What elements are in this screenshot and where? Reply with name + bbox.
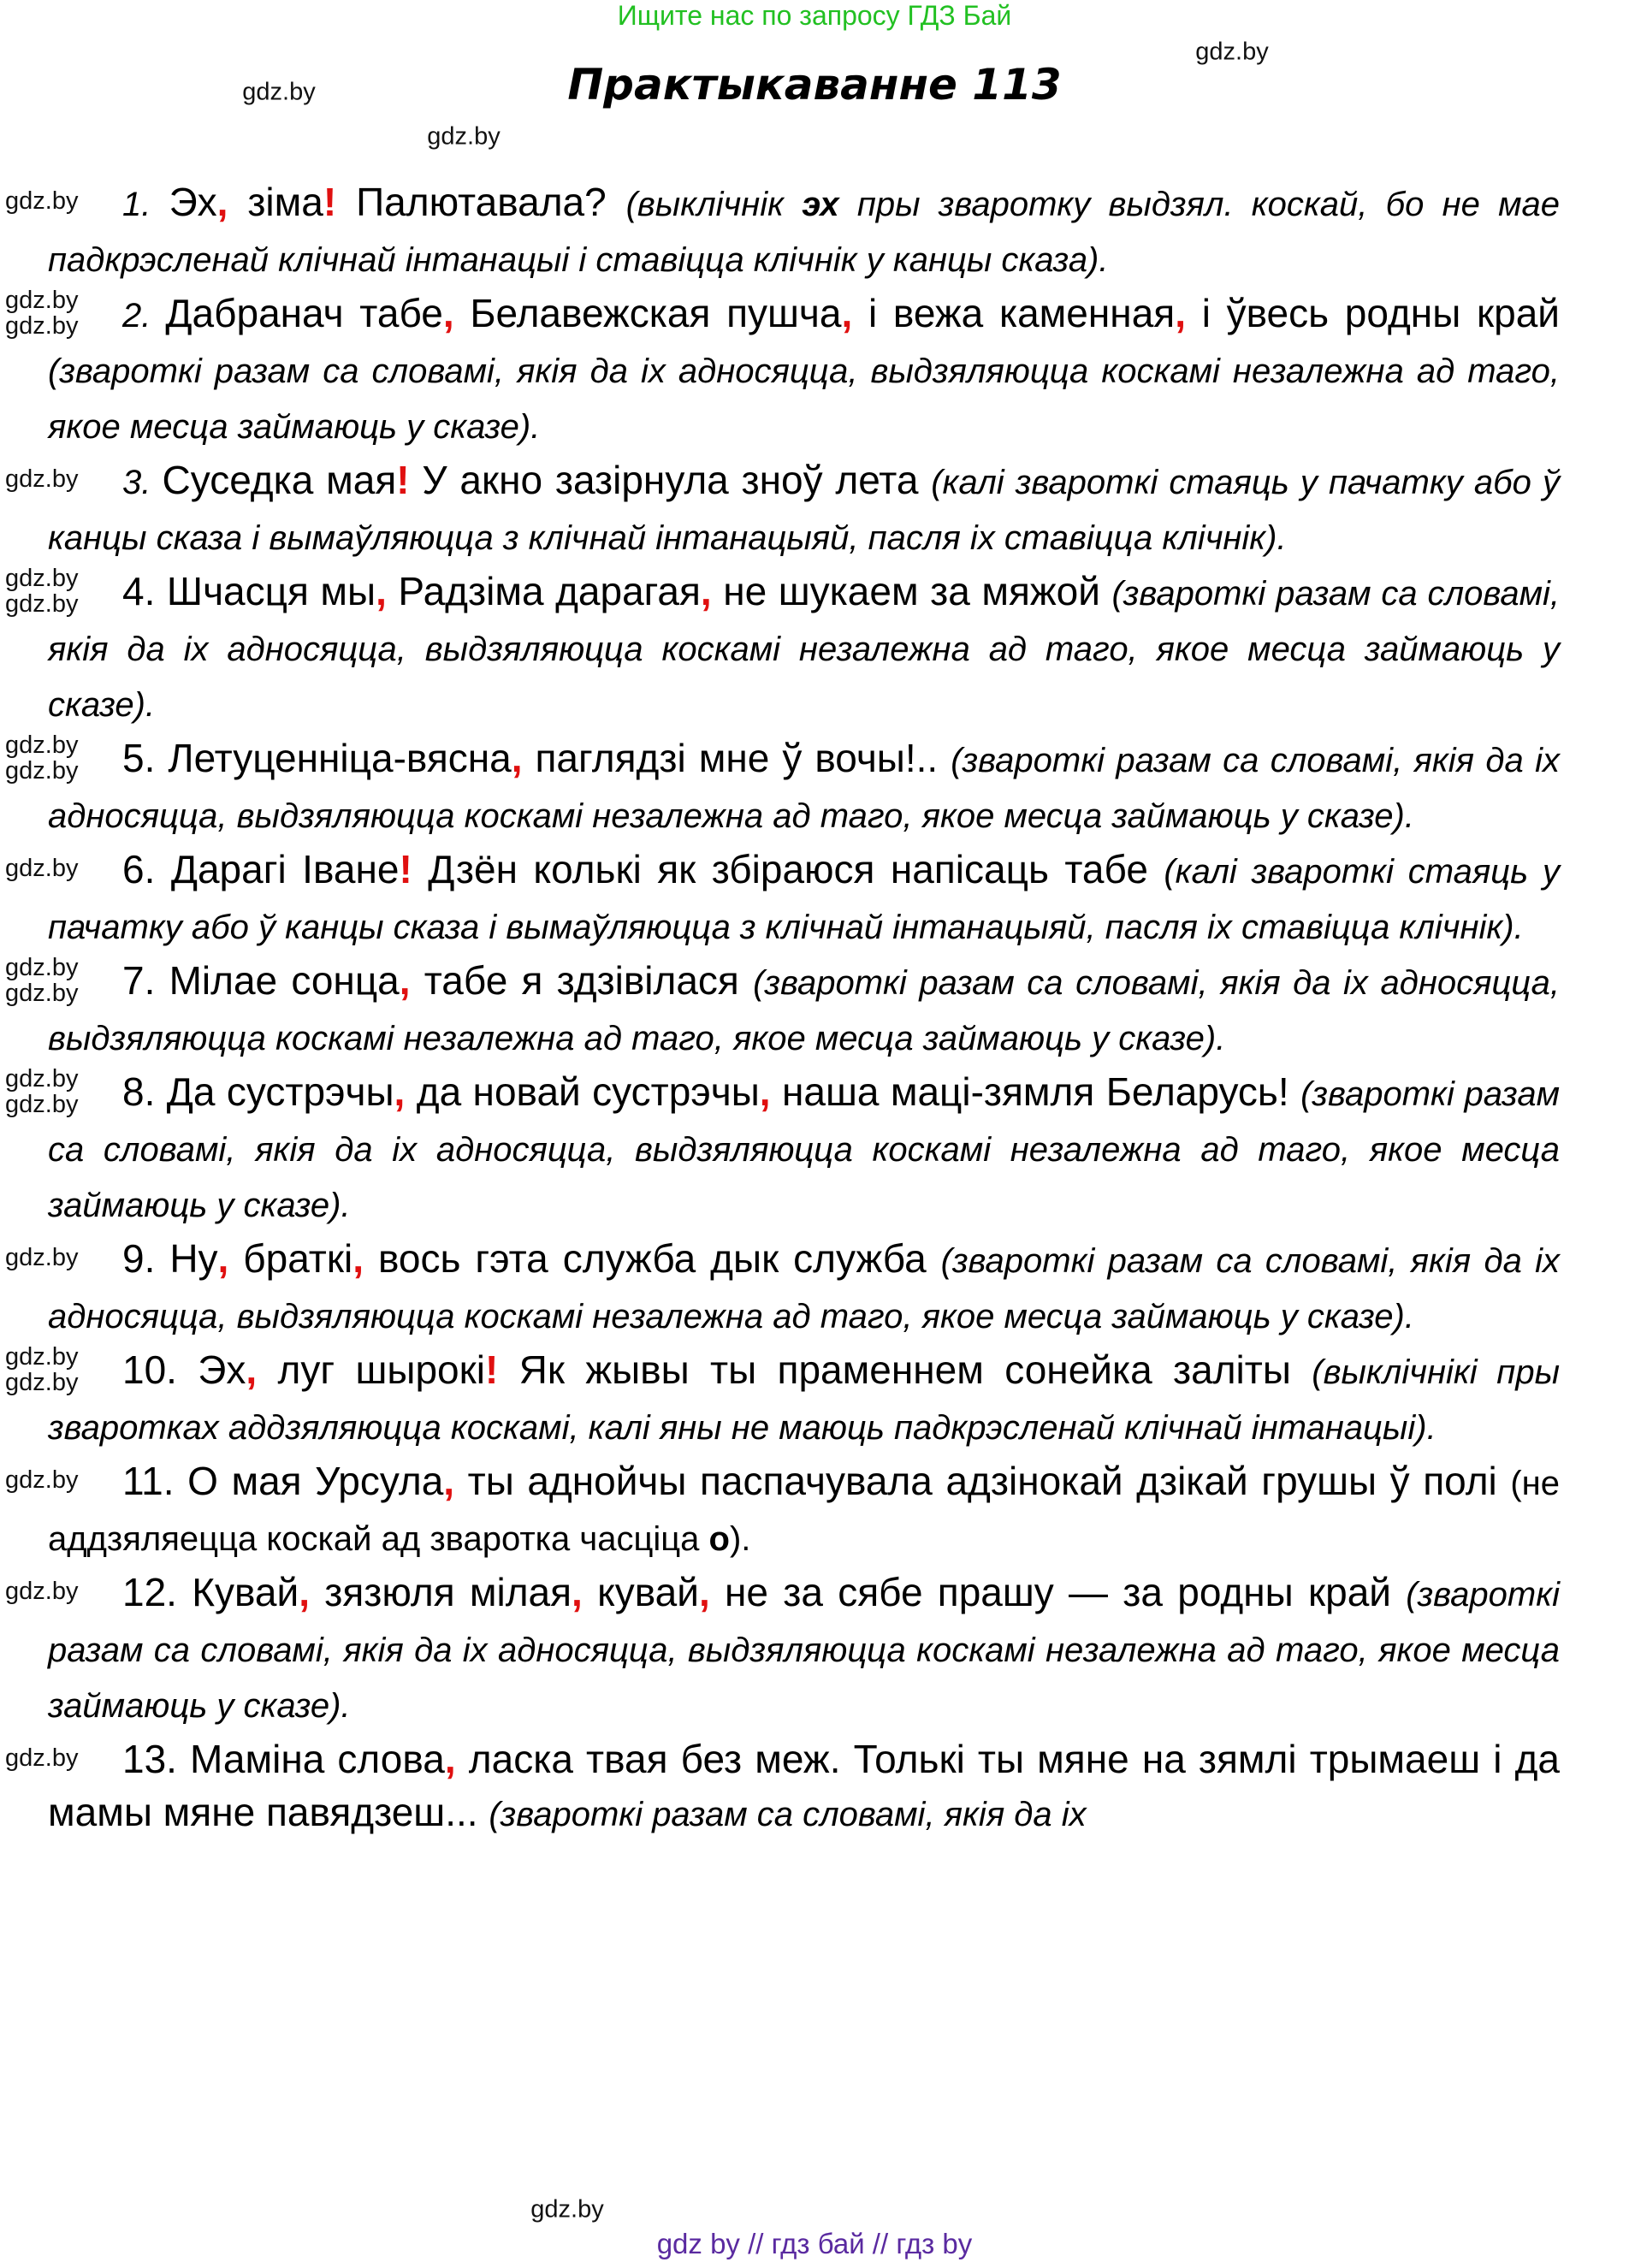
punctuation-mark: ! [323,180,337,224]
sentence-text: 4. Шчасця мы [122,569,376,613]
sentence-text: табе я здзівілася [410,958,754,1003]
explanation-note: ). [729,1520,751,1558]
exercise-item [5,1343,1561,1454]
exercise-item [5,453,1560,565]
sentence-text: не шукаем за мяжой [711,569,1112,613]
exercise-item [5,1566,1560,1732]
punctuation-mark: , [299,1570,310,1614]
watermark-text: gdz.by [5,187,79,215]
watermark-text: gdz.by [5,954,79,981]
exercise-answers [5,175,1561,1841]
punctuation-mark: , [216,180,228,224]
punctuation-mark: , [444,1737,456,1781]
sentence-text: паглядзі мне ў вочы!.. [522,736,951,780]
sentence-text: наша маці-зямля Беларусь! [770,1069,1301,1114]
watermark-text: gdz.by [5,590,79,618]
watermark-text: gdz.by [530,2195,604,2224]
emphasis-word: эх [802,186,839,223]
item-number: 2. [122,297,166,335]
search-hint-link[interactable]: Ищите нас по запросу ГДЗ Бай [617,0,1012,31]
punctuation-mark: ! [396,458,410,502]
explanation-note: (звароткі разам са словамі, якія да іх адносяцца, выдзяляюцца коскамі незалежна ад таго, якое месца займаюць у сказе). [48,1242,1560,1335]
punctuation-mark: , [394,1069,406,1114]
exercise-item [5,731,1560,843]
explanation-note: (звароткі разам са словамі, якія да іх адносяцца, выдзяляюцца коскамі незалежна ад таго, якое месца займаюць у сказе). [48,575,1560,724]
sentence-text: 9. Ну [122,1236,218,1281]
watermark-text: gdz.by [5,1744,79,1772]
watermark-text: gdz.by [1195,38,1269,66]
sentence-text: луг шырокі [257,1347,485,1392]
sentence-text: браткі [228,1236,353,1281]
sentence-text: не за сябе прашу — за родны край [709,1570,1407,1614]
explanation-note: пры зваротку выдзял. коскай, бо не мае падкрэсленай клічнай інтанацыі і ставіцца клічнік у канцы сказа). [48,186,1560,279]
explanation-note: (звароткі разам са словамі, якія да іх адносяцца, выдзяляюцца коскамі незалежна ад таго, якое месца займаюць у сказе). [48,1075,1560,1224]
punctuation-mark: , [700,569,712,613]
sentence-text: Суседка мая [162,458,397,502]
punctuation-mark: , [376,569,387,613]
watermark-text: gdz.by [5,565,79,592]
exercise-item [5,954,1561,1065]
sentence-text: Радзіма дарагая [386,569,701,613]
exercise-item [5,843,1560,954]
page-title: Практыкаванне 113 [567,60,1062,110]
punctuation-mark: , [759,1069,771,1114]
watermark-text: gdz.by [5,757,79,785]
item-number: 1. [122,186,169,223]
explanation-note: (выклічнік [625,186,803,223]
explanation-note: (калі звароткі стаяць у пачатку або ў канцы сказа і вымаўляюцца з клічнай інтанацыяй, пасля іх ставіцца клічнік). [48,853,1560,946]
sentence-text: зіма [228,180,323,224]
explanation-note: (звароткі разам са словамі, якія да іх [489,1796,1087,1833]
sentence-text: 10. Эх [122,1347,246,1392]
watermark-text: gdz.by [5,1369,79,1396]
sentence-text: зязюля мілая [310,1570,572,1614]
emphasis-word: о [708,1520,730,1558]
watermark-text: gdz.by [427,122,501,151]
exercise-item [5,1732,1561,1841]
exercise-item [5,175,1560,287]
watermark-text: gdz.by [5,1343,79,1371]
watermark-text: gdz.by [5,731,79,759]
punctuation-mark: , [217,1236,229,1281]
footer-links[interactable]: gdz by // гдз бай // гдз by [656,2228,973,2259]
punctuation-mark: , [443,1459,455,1503]
explanation-note: (звароткі разам са словамі, якія да іх адносяцца, выдзяляюцца коскамі незалежна ад таго, якое месца займаюць у сказе). [48,964,1561,1057]
punctuation-mark: , [442,291,454,335]
explanation-note: (звароткі разам са словамі, якія да іх адносяцца, выдзяляюцца коскамі незалежна ад таго, якое месца займаюць у сказе). [48,1576,1560,1725]
sentence-text: Як жывы ты праменнем сонейка заліты [498,1347,1312,1392]
punctuation-mark: , [841,291,853,335]
punctuation-mark: , [698,1570,710,1614]
sentence-text: і вежа каменная [852,291,1176,335]
exercise-item [5,1065,1560,1232]
punctuation-mark: , [399,958,411,1003]
punctuation-mark: ! [399,847,412,891]
sentence-text: да новай сустрэчы [405,1069,760,1114]
punctuation-mark: , [572,1570,583,1614]
watermark-text: gdz.by [5,855,79,882]
item-number: 3. [122,464,163,501]
exercise-item [5,565,1560,731]
exercise-item [5,1232,1560,1343]
watermark-text: gdz.by [5,287,79,314]
sentence-text: 5. Летуценніца-вясна [122,736,512,780]
explanation-note: (калі звароткі стаяць у пачатку або ў канцы сказа і вымаўляюцца з клічнай інтанацыяй, пасля іх ставіцца клічнік). [48,464,1560,557]
sentence-text: кувай [582,1570,699,1614]
watermark-text: gdz.by [5,1578,79,1605]
punctuation-mark: , [511,736,523,780]
watermark-text: gdz.by [5,980,79,1007]
punctuation-mark: , [352,1236,364,1281]
sentence-text: і ўвесь родны край [1185,291,1560,335]
sentence-text: 13. Маміна слова [122,1737,445,1781]
sentence-text: ты аднойчы паспачувала адзінокай дзікай грушы ў полі [454,1459,1511,1503]
punctuation-mark: ! [484,1347,499,1392]
explanation-note: (звароткі разам са словамі, якія да іх адносяцца, выдзяляюцца коскамі незалежна ад таго, якое месца займаюць у сказе). [48,742,1560,835]
sentence-text: Эх [169,180,217,224]
watermark-text: gdz.by [5,1065,79,1093]
watermark-text: gdz.by [242,78,316,106]
explanation-note: (звароткі разам са словамі, якія да іх адносяцца, выдзяляюцца коскамі незалежна ад таго, якое месца займаюць у сказе). [48,352,1560,446]
sentence-text: Белавежская пушча [453,291,842,335]
watermark-text: gdz.by [5,1244,79,1271]
explanation-note: (не аддзяляецца коскай ад зваротка часціца [48,1465,1560,1558]
watermark-text: gdz.by [5,1091,79,1118]
punctuation-mark: , [246,1347,258,1392]
sentence-text: 11. О мая Урсула [122,1459,444,1503]
sentence-text: Палютавала? [336,180,626,224]
watermark-text: gdz.by [5,312,79,340]
punctuation-mark: , [1175,291,1186,335]
exercise-item [5,287,1560,453]
sentence-text: ласка твая без меж. Толькі ты мяне на зямлі трымаеш і да мамы мяне павядзеш... [48,1737,1561,1834]
sentence-text: Дабранач табе [165,291,443,335]
sentence-text: У акно зазірнула зноў лета [409,458,932,502]
sentence-text: 7. Мілае сонца [122,958,400,1003]
exercise-item [5,1454,1560,1566]
explanation-note: (выклічнікі пры зваротках аддзяляюцца коскамі, калі яны не маюць падкрэсленай клічнай інтанацыі). [48,1353,1561,1447]
sentence-text: 12. Кувай [122,1570,299,1614]
watermark-text: gdz.by [5,465,79,493]
sentence-text: вось гэта служба дык служба [363,1236,941,1281]
sentence-text: Дзён колькі як збіраюся напісаць табе [412,847,1164,891]
watermark-text: gdz.by [5,1466,79,1494]
sentence-text: 6. Дарагі Іване [122,847,400,891]
sentence-text: 8. Да сустрэчы [122,1069,394,1114]
